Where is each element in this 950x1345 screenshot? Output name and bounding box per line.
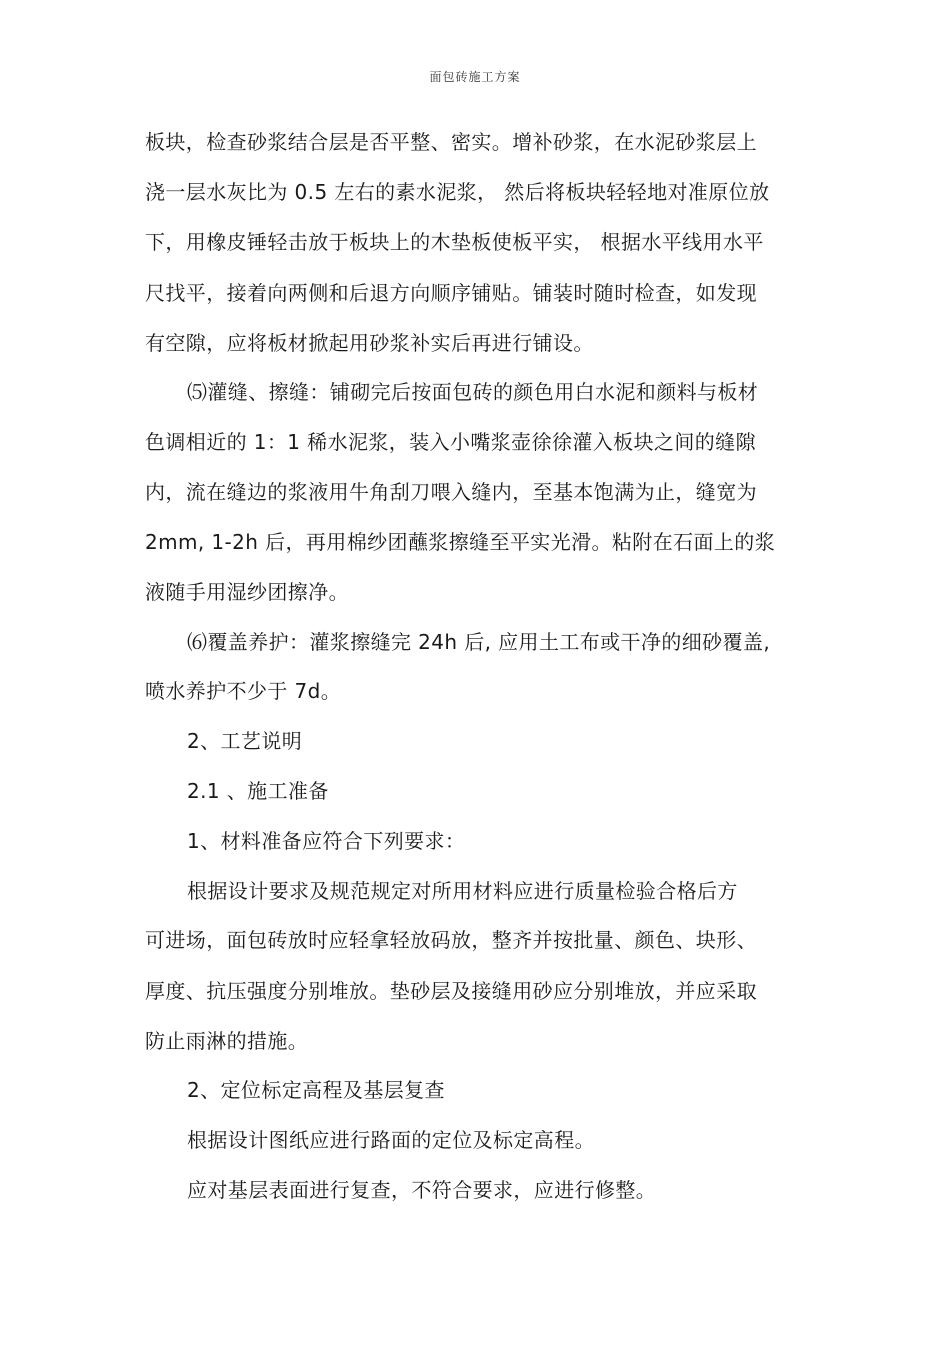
item-heading: 2、定位标定高程及基层复查 — [187, 1078, 445, 1102]
body-line: 喷水养护不少于 7d。 — [145, 679, 342, 703]
body-line: ⑹覆盖养护：灌浆擦缝完 24h 后, 应用土工布或干净的细砂覆盖, — [187, 630, 771, 654]
body-line: 内，流在缝边的浆液用牛角刮刀喂入缝内，至基本饱满为止，缝宽为 — [145, 480, 757, 504]
body-line: 液随手用湿纱团擦净。 — [145, 580, 349, 604]
item-heading: 1、材料准备应符合下列要求： — [187, 829, 466, 853]
body-line: 根据设计要求及规范规定对所用材料应进行质量检验合格后方 — [187, 879, 738, 903]
body-line: ⑸灌缝、擦缝：铺砌完后按面包砖的颜色用白水泥和颜料与板材 — [187, 380, 759, 404]
running-header: 面包砖施工方案 — [429, 70, 521, 84]
body-line: 下，用橡皮锤轻击放于板块上的木垫板使板平实， 根据水平线用水平 — [145, 230, 764, 254]
body-line: 色调相近的 1：1 稀水泥浆，装入小嘴浆壶徐徐灌入板块之间的缝隙 — [145, 430, 756, 454]
body-line: 有空隙，应将板材掀起用砂浆补实后再进行铺设。 — [145, 331, 594, 355]
body-line: 尺找平，接着向两侧和后退方向顺序铺贴。铺装时随时检查，如发现 — [145, 281, 757, 305]
section-heading: 2、工艺说明 — [187, 729, 303, 753]
body-line: 浇一层水灰比为 0.5 左右的素水泥浆， 然后将板块轻轻地对准原位放 — [145, 180, 770, 204]
body-line: 厚度、抗压强度分别堆放。垫砂层及接缝用砂应分别堆放，并应采取 — [145, 979, 757, 1003]
body-line: 板块，检查砂浆结合层是否平整、密实。增补砂浆，在水泥砂浆层上 — [145, 130, 757, 154]
body-line: 2mm, 1-2h 后，再用棉纱团蘸浆擦缝至平实光滑。粘附在石面上的浆 — [145, 530, 776, 554]
body-line: 可进场，面包砖放时应轻拿轻放码放，整齐并按批量、颜色、块形、 — [145, 928, 757, 952]
body-line: 根据设计图纸应进行路面的定位及标定高程。 — [187, 1128, 595, 1152]
subsection-heading: 2.1 、施工准备 — [187, 779, 329, 803]
body-line: 防止雨淋的措施。 — [145, 1029, 309, 1053]
body-line: 应对基层表面进行复查，不符合要求，应进行修整。 — [187, 1178, 657, 1202]
